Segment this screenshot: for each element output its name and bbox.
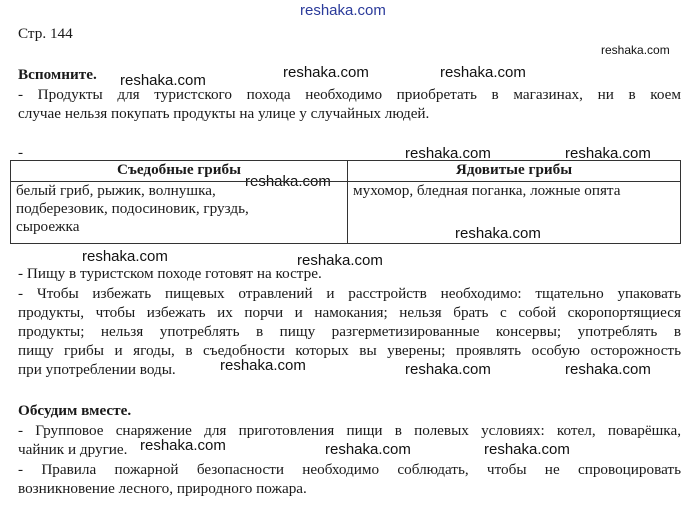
watermark: reshaka.com	[440, 64, 526, 81]
watermark: reshaka.com	[140, 437, 226, 454]
page-reference: Стр. 144	[18, 25, 73, 42]
mushrooms-table	[10, 160, 681, 244]
watermark: reshaka.com	[565, 145, 651, 162]
watermark: reshaka.com	[484, 441, 570, 458]
body-line: - Чтобы избежать пищевых отравлений и расстройств необходимо: тщательно упаковать	[18, 285, 681, 302]
watermark: reshaka.com	[245, 173, 331, 190]
edible-line: белый гриб, рыжик, волнушка,	[16, 182, 216, 199]
table-dash: -	[18, 144, 24, 161]
watermark: reshaka.com	[297, 252, 383, 269]
watermark: reshaka.com	[82, 248, 168, 265]
remember-heading: Вспомните.	[18, 66, 97, 83]
watermark: reshaka.com	[405, 361, 491, 378]
watermark: reshaka.com	[455, 225, 541, 242]
watermark: reshaka.com	[601, 43, 670, 57]
poisonous-line: мухомор, бледная поганка, ложные опята	[353, 182, 621, 199]
watermark-top: reshaka.com	[300, 2, 386, 19]
discuss-heading: Обсудим вместе.	[18, 402, 132, 419]
discuss-line: возникновение лесного, природного пожара.	[18, 480, 307, 497]
body-line: - Пищу в туристском походе готовят на костре.	[18, 265, 322, 282]
remember-line: случае нельзя покупать продукты на улице у случайных людей.	[18, 105, 430, 122]
body-line: продукты, чтобы избежать их порчи и намокания; нельзя брать с собой скоропортящиеся	[18, 304, 681, 321]
poisonous-header: Ядовитые грибы	[348, 161, 681, 182]
watermark: reshaka.com	[283, 64, 369, 81]
edible-line: сыроежка	[16, 218, 80, 235]
edible-line: подберезовик, подосиновик, груздь,	[16, 200, 249, 217]
watermark: reshaka.com	[405, 145, 491, 162]
edible-cell	[11, 182, 348, 244]
discuss-line: чайник и другие.	[18, 441, 128, 458]
watermark: reshaka.com	[120, 72, 206, 89]
body-line: пищу грибы и ягоды, в съедобности которых вы уверены; проявлять особую осторожность	[18, 342, 681, 359]
remember-line: - Продукты для туристского похода необходимо приобретать в магазинах, ни в коем	[18, 86, 681, 103]
discuss-line: - Правила пожарной безопасности необходимо соблюдать, чтобы не спровоцировать	[18, 461, 681, 478]
edible-header: Съедобные грибы	[11, 161, 348, 182]
watermark: reshaka.com	[565, 361, 651, 378]
poisonous-cell	[348, 182, 681, 244]
watermark: reshaka.com	[325, 441, 411, 458]
body-line: при употреблении воды.	[18, 361, 176, 378]
discuss-line: - Групповое снаряжение для приготовления пищи в полевых условиях: котел, поварёшка,	[18, 422, 681, 439]
body-line: продукты; нельзя употреблять в пищу разгерметизированные консервы; употреблять в	[18, 323, 681, 340]
table-header-row	[11, 161, 681, 182]
table-row	[11, 182, 681, 244]
watermark: reshaka.com	[220, 357, 306, 374]
